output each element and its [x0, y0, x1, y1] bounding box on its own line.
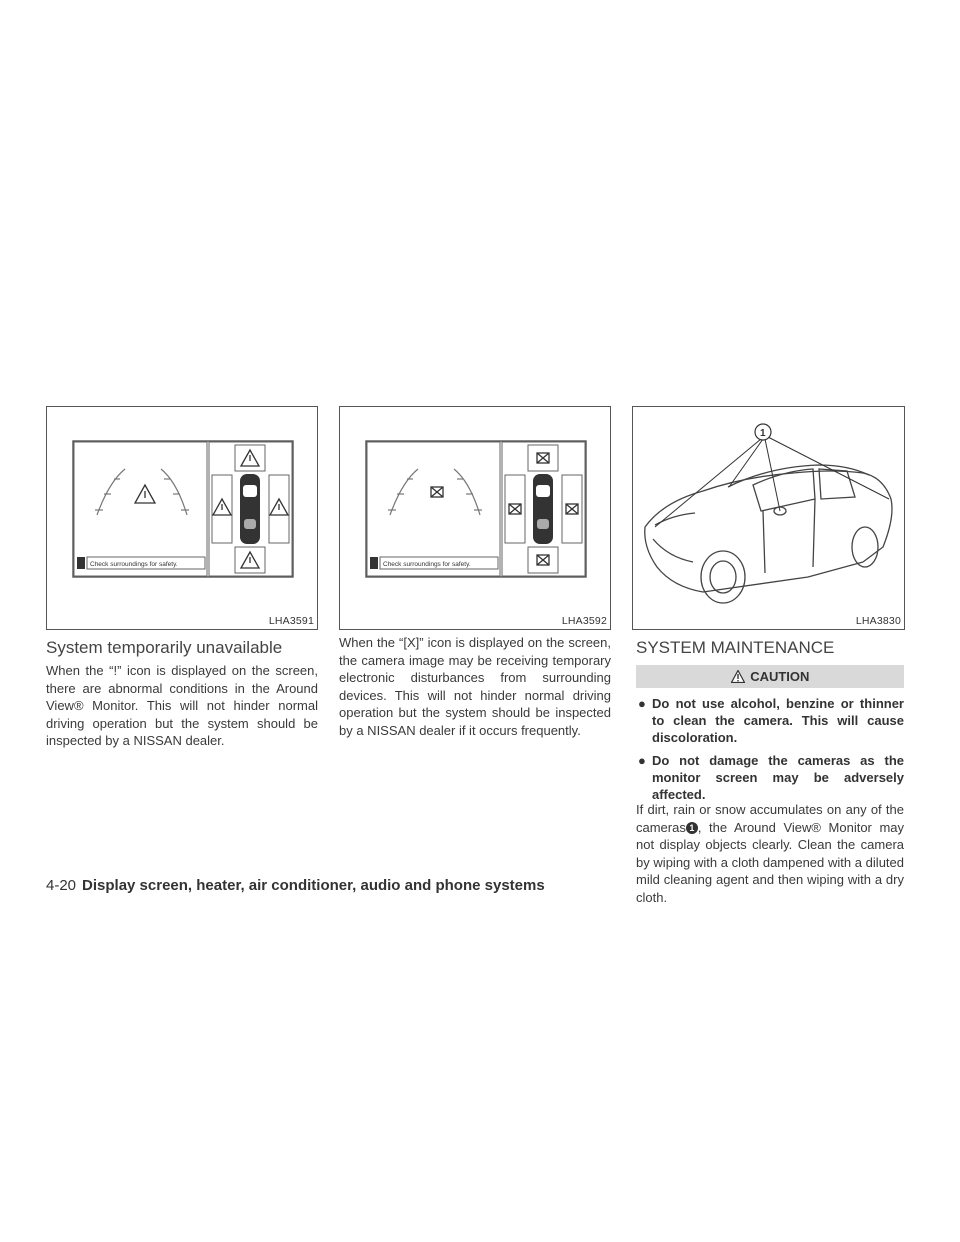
monitor-warning-illustration — [47, 407, 317, 629]
section-title: Display screen, heater, air conditioner, audio and phone systems — [82, 877, 545, 894]
callout-number: 1 — [760, 428, 766, 439]
monitor-disturbance-illustration — [340, 407, 610, 629]
figure-code: LHA3591 — [268, 615, 314, 627]
bullet-icon: ● — [638, 753, 646, 768]
figure-code: LHA3592 — [561, 615, 607, 627]
body-paragraph-3: If dirt, rain or snow accumulates on any of the cameras 1 , the Around View® Monitor may not display objects clearly. Clean the camera by wiping with a cloth dampened with a diluted mild cleaning agent and then wiping with a dry cloth. — [636, 802, 904, 905]
car-camera-locations-illustration — [633, 407, 904, 629]
figure-lha3830 — [632, 406, 905, 630]
figure-code: LHA3830 — [855, 615, 901, 627]
body-paragraph-2: When the “[X]” icon is displayed on the screen, the camera image may be receiving temporary electronic disturbances from surrounding devices. This will not hinder normal driving operation but the system should be inspected by a NISSAN dealer if it occurs frequently. — [339, 635, 611, 738]
screen-caption-2: Check surroundings for safety. — [383, 561, 471, 568]
page-number: 4-20 — [46, 877, 77, 894]
bullet-icon: ● — [638, 696, 646, 711]
section-heading: System temporarily unavailable — [46, 638, 283, 657]
page-footer — [46, 877, 545, 894]
caution-item: ● Do not use alcohol, benzine or thinner to clean the camera. This will cause discoloration. — [638, 696, 904, 745]
maintenance-heading: SYSTEM MAINTENANCE — [636, 638, 835, 657]
caution-banner — [636, 665, 904, 688]
caution-label: CAUTION — [750, 669, 810, 684]
figure-lha3592 — [339, 406, 611, 630]
body-paragraph-1: When the “!” icon is displayed on the screen, there are abnormal conditions in the Around View® Monitor. This will not hinder normal driving operation but the system should be inspected by a NISSAN dealer. — [46, 663, 318, 748]
screen-caption-1: Check surroundings for safety. — [90, 561, 178, 568]
caution-icon — [731, 670, 745, 686]
figure-lha3591 — [46, 406, 318, 630]
caution-item: ● Do not damage the cameras as the monitor screen may be adversely affected. — [638, 753, 904, 802]
callout-marker: 1 — [686, 822, 698, 834]
